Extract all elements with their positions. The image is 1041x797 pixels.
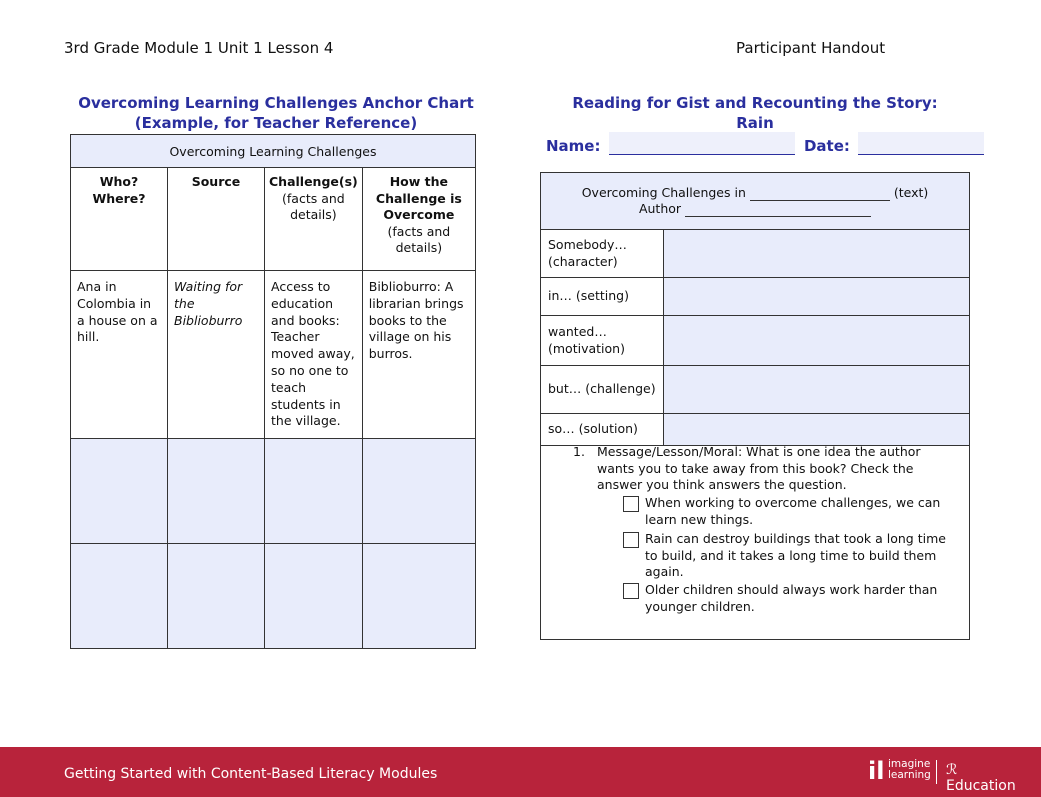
anchor-chart-title (72, 93, 480, 133)
row-label-somebody: Somebody… (character) (541, 230, 664, 278)
example-who: Ana in Colombia in a house on a hill. (71, 271, 168, 439)
option-text: When working to overcome challenges, we can learn new things. (645, 495, 941, 527)
name-label: Name: (546, 137, 601, 155)
partner-name: Education (946, 778, 1016, 794)
row-label-wanted: wanted… (motivation) (541, 316, 664, 366)
author-blank[interactable] (685, 216, 871, 217)
challenge-label: Challenge(s) (269, 174, 358, 189)
option-text: Rain can destroy buildings that took a long time to build, and it takes a long time to build them again. (645, 531, 946, 579)
question-box (540, 436, 970, 640)
logo-divider (936, 760, 937, 784)
table-row (541, 278, 970, 316)
answer-cell[interactable] (664, 230, 970, 278)
col-header-challenge (265, 168, 363, 271)
option-3[interactable] (623, 582, 953, 615)
where-label: Where? (92, 190, 146, 206)
blank-cell[interactable] (362, 439, 475, 544)
example-challenge: Access to education and books: Teacher moved away, so no one to teach students in the village. (265, 271, 363, 439)
blank-cell[interactable] (71, 544, 168, 649)
checkbox[interactable] (623, 532, 639, 548)
caption-text-2: (text) (893, 185, 929, 200)
anchor-chart-title-line2: (Example, for Teacher Reference) (134, 114, 418, 132)
logo-word-imagine: imagine (888, 758, 931, 770)
answer-cell[interactable] (664, 316, 970, 366)
table-row (71, 544, 476, 649)
table-row (71, 271, 476, 439)
table-row (541, 366, 970, 414)
anchor-chart-caption: Overcoming Learning Challenges (71, 135, 476, 168)
anchor-chart-table (70, 134, 476, 649)
col-header-how (362, 168, 475, 271)
row-label-so: so… (solution) (541, 414, 664, 446)
how-label: How the Challenge is Overcome (375, 174, 462, 222)
table-row (541, 316, 970, 366)
answer-cell[interactable] (664, 366, 970, 414)
name-date-row (546, 132, 984, 155)
handout-label: Participant Handout (736, 39, 886, 57)
checkbox[interactable] (623, 496, 639, 512)
author-label: Author (638, 201, 682, 216)
date-label: Date: (803, 137, 850, 155)
logo-wordmark (888, 759, 931, 781)
who-label: Who? (99, 174, 139, 189)
partner-logo (946, 762, 1016, 794)
story-organizer-table (540, 172, 970, 446)
lesson-header: 3rd Grade Module 1 Unit 1 Lesson 4 (64, 39, 334, 57)
blank-cell[interactable] (362, 544, 475, 649)
answer-cell[interactable] (664, 278, 970, 316)
row-label-but: but… (challenge) (541, 366, 664, 414)
how-sublabel: (facts and details) (387, 223, 451, 255)
question (573, 444, 933, 494)
table-row (541, 230, 970, 278)
blank-cell[interactable] (168, 544, 265, 649)
blank-cell[interactable] (265, 439, 363, 544)
option-1[interactable] (623, 495, 953, 528)
blank-cell[interactable] (168, 439, 265, 544)
question-number: 1. (573, 444, 585, 459)
organizer-caption (541, 173, 970, 230)
handout-title-line1: Reading for Gist and Recounting the Story: Rain (572, 94, 938, 132)
col-header-who (71, 168, 168, 271)
option-text: Older children should always work harder than younger children. (645, 582, 938, 614)
challenge-sublabel: (facts and details) (282, 190, 345, 222)
checkbox[interactable] (623, 583, 639, 599)
name-field[interactable] (609, 132, 795, 155)
option-2[interactable] (623, 531, 953, 581)
example-how: Biblioburro: A librarian brings books to the village on his burros. (362, 271, 475, 439)
caption-text-1: Overcoming Challenges in (581, 185, 746, 200)
example-source: Waiting for the Biblioburro (168, 271, 265, 439)
question-text: Message/Lesson/Moral: What is one idea the author wants you to take away from this book? Check the answer you think answers the question. (597, 444, 921, 492)
date-field[interactable] (858, 132, 984, 155)
logo-word-learning: learning (888, 769, 931, 781)
table-row (71, 439, 476, 544)
row-label-setting: in… (setting) (541, 278, 664, 316)
text-title-blank[interactable] (750, 200, 890, 201)
blank-cell[interactable] (71, 439, 168, 544)
footer-bar (0, 747, 1041, 797)
col-header-source: Source (168, 168, 265, 271)
partner-mark-icon: ℛ (946, 762, 958, 778)
blank-cell[interactable] (265, 544, 363, 649)
anchor-chart-title-line1: Overcoming Learning Challenges Anchor Chart (78, 94, 474, 112)
footer-text: Getting Started with Content-Based Literacy Modules (64, 766, 438, 782)
logo-mark-icon: il (868, 757, 885, 785)
